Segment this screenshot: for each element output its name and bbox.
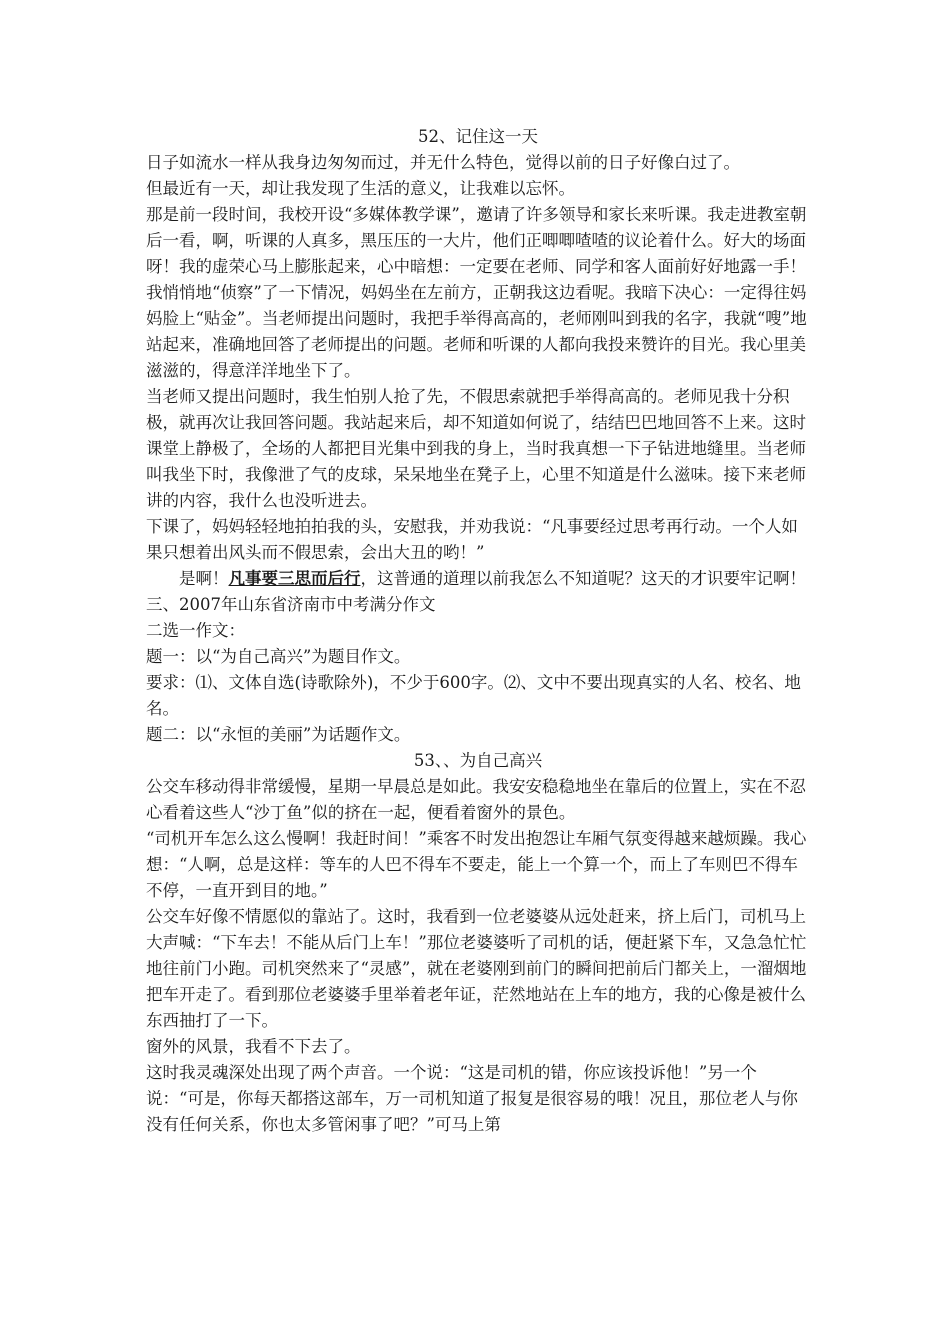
essay-52-p6-tail: ，这普通的道理以前我怎么不知道呢？这天的才识要牢记啊！ <box>360 569 806 588</box>
exam-heading: 三、2007年山东省济南市中考满分作文 <box>146 595 436 614</box>
essay-52-paragraph-6 <box>146 566 810 592</box>
essay-53-paragraph-2: “司机开车怎么这么慢啊！我赶时间！”乘客不时发出抱怨让车厢气氛变得越来越烦躁。我心想：“人啊，总是这样：等车的人巴不得车不要走，能上一个算一个，而上了车则巴不得车不停，一直开到目的地。” <box>146 829 807 900</box>
essay-53-title: 53、、为自己高兴 <box>413 751 543 770</box>
essay-53-paragraph-3: 公交车好像不情愿似的靠站了。这时，我看到一位老婆婆从远处赶来，挤上后门，司机马上大声喊：“下车去！不能从后门上车！”那位老婆婆听了司机的话，便赶紧下车，又急急忙忙地往前门小跑。司机突然来了“灵感”，就在老婆刚到前门的瞬间把前后门都关上，一溜烟地把车开走了。看到那位老婆婆手里举着老年证，茫然地站在上车的地方，我的心像是被什么东西抽打了一下。 <box>146 907 807 1030</box>
exam-topic-2: 题二：以“永恒的美丽”为话题作文。 <box>146 725 411 744</box>
essay-52-paragraph-2: 但最近有一天，却让我发现了生活的意义，让我难以忘怀。 <box>146 179 575 198</box>
essay-53-paragraph-4: 窗外的风景，我看不下去了。 <box>146 1037 361 1056</box>
essay-52-p6-lead: 是啊！ <box>179 569 229 588</box>
document-page <box>146 124 810 1138</box>
exam-requirements: 要求：⑴、文体自选(诗歌除外)，不少于600字。⑵、文中不要出现真实的人名、校名、地名。 <box>146 673 801 718</box>
exam-choose-one: 二选一作文： <box>146 621 245 640</box>
essay-53-paragraph-1: 公交车移动得非常缓慢，星期一早晨总是如此。我安安稳稳地坐在靠后的位置上，实在不忍心看着这些人“沙丁鱼”似的挤在一起，便看着窗外的景色。 <box>146 777 806 822</box>
essay-52-paragraph-5: 下课了，妈妈轻轻地拍拍我的头，安慰我，并劝我说：“凡事要经过思考再行动。一个人如果只想着出风头而不假思索，会出大丑的哟！” <box>146 517 798 562</box>
essay-52-paragraph-3: 那是前一段时间，我校开设“多媒体教学课”，邀请了许多领导和家长来听课。我走进教室朝后一看，啊，听课的人真多，黑压压的一大片，他们正唧唧喳喳的议论着什么。好大的场面呀！我的虚荣心马上膨胀起来，心中暗想：一定要在老师、同学和客人面前好好地露一手！我悄悄地“侦察”了一下情况，妈妈坐在左前方，正朝我这边看呢。我暗下决心：一定得往妈妈脸上“贴金”。当老师提出问题时，我把手举得高高的，老师刚叫到我的名字，我就“嗖”地站起来，准确地回答了老师提出的问题。老师和听课的人都向我投来赞许的目光。我心里美滋滋的，得意洋洋地坐下了。 <box>146 205 807 380</box>
essay-52-paragraph-1: 日子如流水一样从我身边匆匆而过，并无什么特色，觉得以前的日子好像白过了。 <box>146 153 740 172</box>
exam-topic-1: 题一：以“为自己高兴”为题目作文。 <box>146 647 411 666</box>
essay-52-p6-underlined: 凡事要三思而后行 <box>228 569 361 588</box>
essay-52-title: 52、记住这一天 <box>418 127 538 146</box>
essay-53-paragraph-5: 这时我灵魂深处出现了两个声音。一个说：“这是司机的错，你应该投诉他！”另一个说：“可是，你每天都搭这部车，万一司机知道了报复是很容易的哦！况且，那位老人与你没有任何关系，你也太多管闲事了吧？”可马上第 <box>146 1063 798 1134</box>
essay-52-paragraph-4: 当老师又提出问题时，我生怕别人抢了先，不假思索就把手举得高高的。老师见我十分积极，就再次让我回答问题。我站起来后，却不知道如何说了，结结巴巴地回答不上来。这时课堂上静极了，全场的人都把目光集中到我的身上，当时我真想一下子钻进地缝里。当老师叫我坐下时，我像泄了气的皮球，呆呆地坐在凳子上，心里不知道是什么滋味。接下来老师讲的内容，我什么也没听进去。 <box>146 387 806 510</box>
